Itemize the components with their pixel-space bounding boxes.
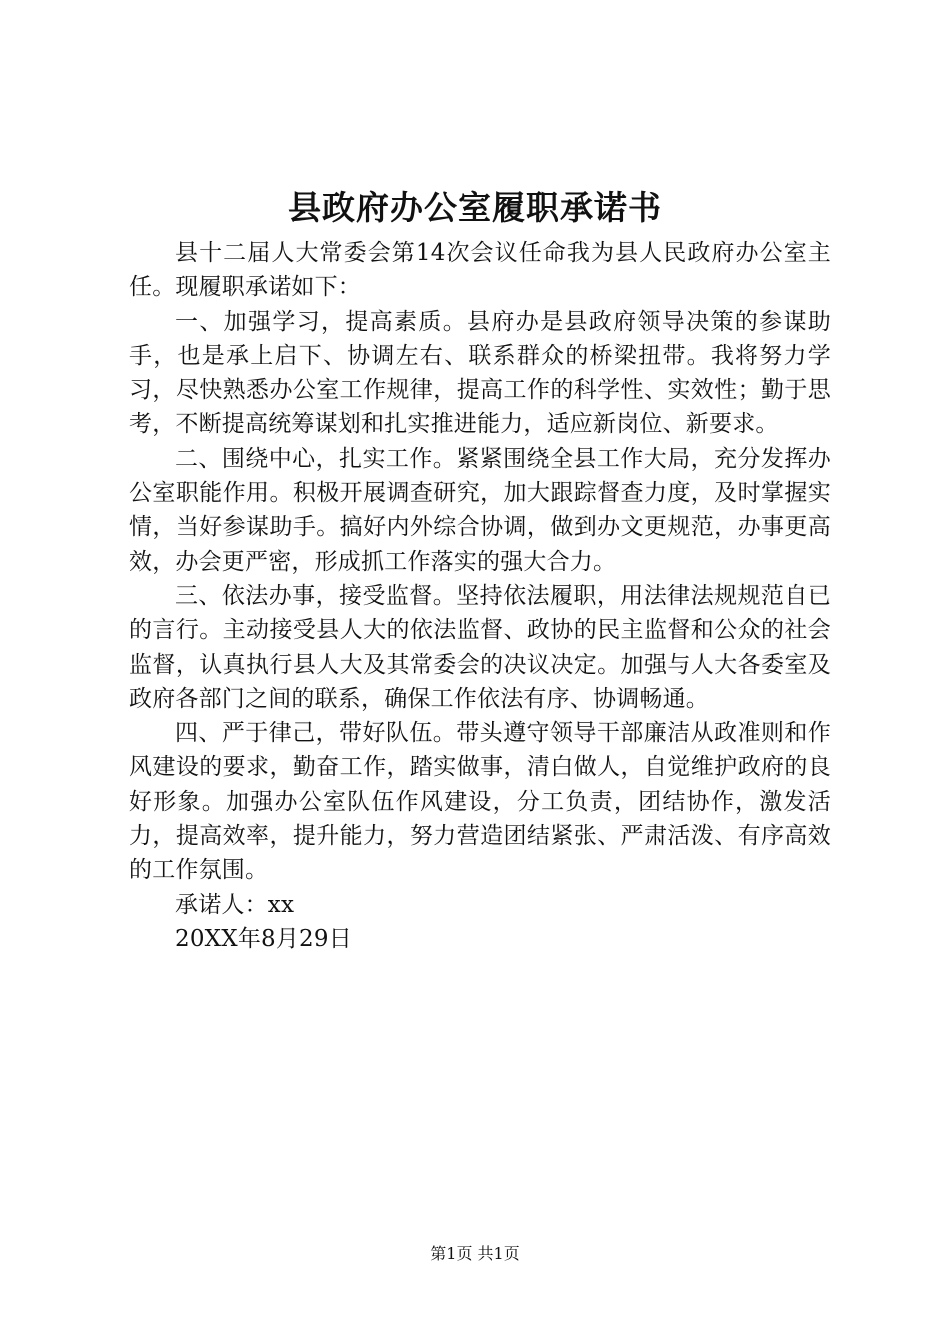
paragraph-work: 二、围绕中心，扎实工作。紧紧围绕全县工作大局，充分发挥办公室职能作用。积极开展调查研究，加大跟踪督查力度，及时掌握实情，当好参谋助手。搞好内外综合协调，做到办文更规范，办事更高效，办会更严密，形成抓工作落实的强大合力。 [129, 445, 831, 575]
document-body [129, 236, 831, 956]
date-line: 20XX年8月29日 [175, 925, 352, 952]
document-title: 县政府办公室履职承诺书 [288, 188, 662, 227]
paragraph-intro: 县十二届人大常委会第14次会议任命我为县人民政府办公室主任。现履职承诺如下： [129, 240, 831, 301]
signature-line: 承诺人：xx [175, 891, 295, 918]
page-footer: 第1页 共1页 [430, 1244, 520, 1263]
paragraph-law: 三、依法办事，接受监督。坚持依法履职，用法律法规规范自已的言行。主动接受县人大的依法监督、政协的民主监督和公众的社会监督，认真执行县人大及其常委会的决议决定。加强与人大各委室及政府各部门之间的联系，确保工作依法有序、协调畅通。 [129, 582, 831, 712]
paragraph-study: 一、加强学习，提高素质。县府办是县政府领导决策的参谋助手，也是承上启下、协调左右、联系群众的桥梁扭带。我将努力学习，尽快熟悉办公室工作规律，提高工作的科学性、实效性；勤于思考，不断提高统筹谋划和扎实推进能力，适应新岗位、新要求。 [129, 308, 831, 438]
paragraph-discipline: 四、严于律己，带好队伍。带头遵守领导干部廉洁从政准则和作风建设的要求，勤奋工作，踏实做事，清白做人，自觉维护政府的良好形象。加强办公室队伍作风建设，分工负责，团结协作，激发活力，提高效率，提升能力，努力营造团结紧张、严肃活泼、有序高效的工作氛围。 [129, 720, 831, 884]
